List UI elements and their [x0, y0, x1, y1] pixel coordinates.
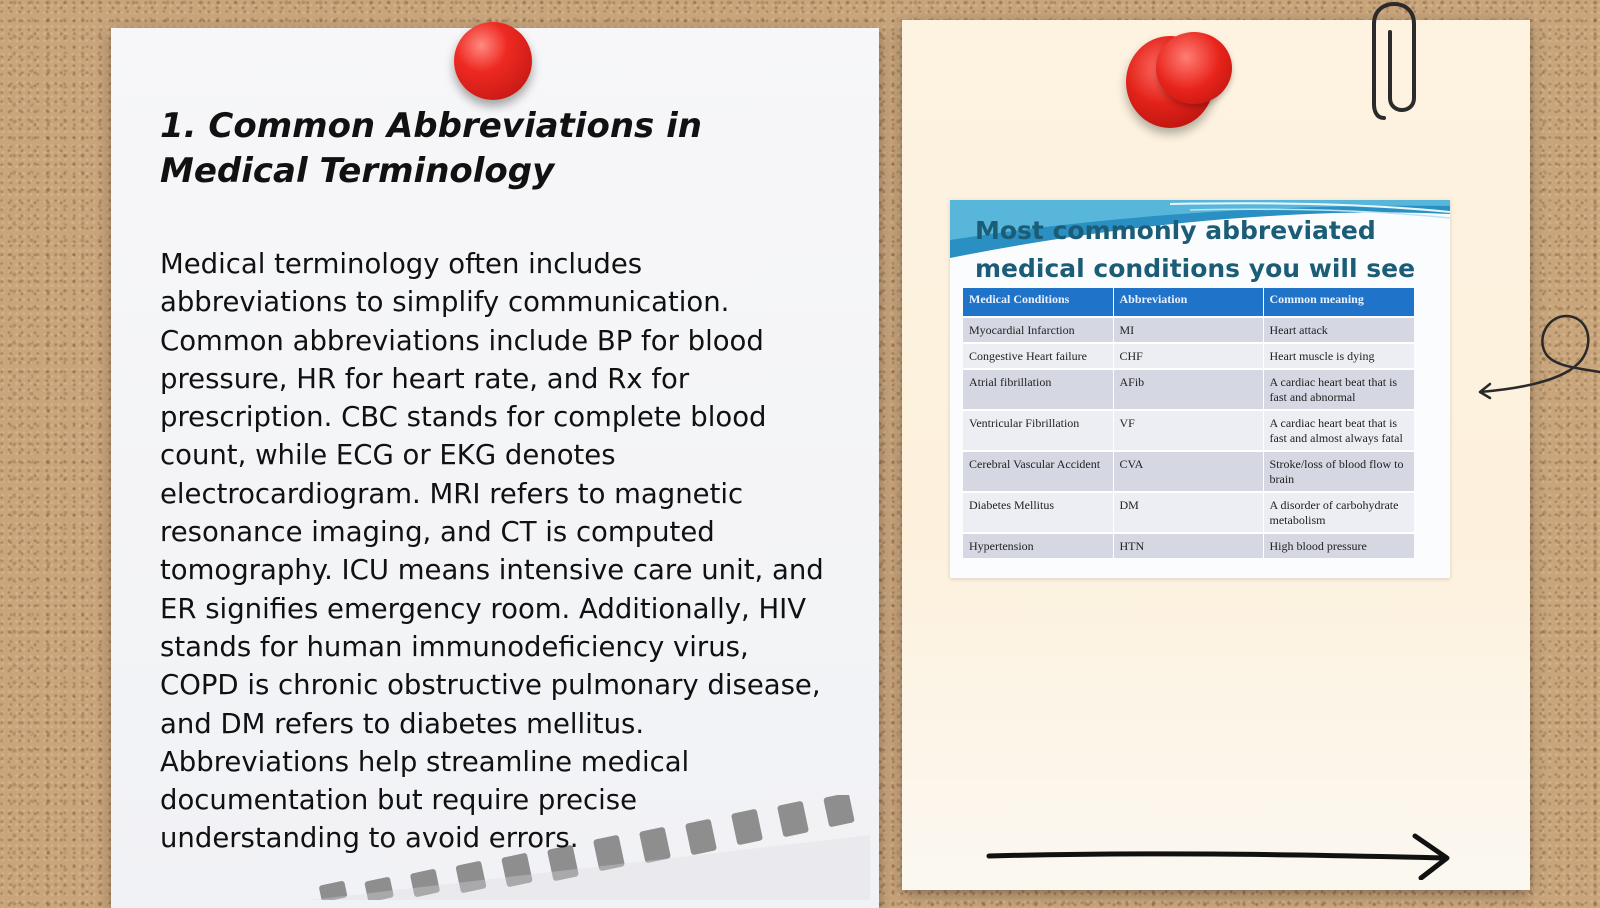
table-cell: HTN: [1113, 533, 1263, 558]
table-cell: Stroke/loss of blood flow to brain: [1263, 451, 1414, 492]
table-header-cell: Abbreviation: [1113, 288, 1263, 317]
table-row: [963, 410, 1414, 451]
table-row: [963, 451, 1414, 492]
note-body-paragraph: Medical terminology often includes abbreviations to simplify communication. Common abbreviations include BP for blood pressure, HR for heart rate, and Rx for prescription. CBC stands for complete blood count, while ECG or EKG denotes electrocardiogram. MRI refers to magnetic resonance imaging, and CT is computed tomography. ICU means intensive care unit, and ER signifies emergency room. Additionally, HIV stands for human immunodeficiency virus, COPD is chronic obstructive pulmonary disease, and DM refers to diabetes mellitus. Abbreviations help streamline medical documentation but require precise understanding to avoid errors.: [160, 248, 824, 855]
table-cell: Heart attack: [1263, 317, 1414, 343]
loop-arrow-doodle-icon: [1476, 310, 1600, 410]
paperclip-icon: [1370, 0, 1420, 128]
table-cell: Heart muscle is dying: [1263, 343, 1414, 369]
table-cell: Congestive Heart failure: [963, 343, 1113, 369]
table-cell: MI: [1113, 317, 1263, 343]
table-header-row: [963, 288, 1414, 317]
note-title: 1. Common Abbreviations in Medical Terminology: [160, 106, 702, 191]
table-cell: Ventricular Fibrillation: [963, 410, 1113, 451]
table-cell: A cardiac heart beat that is fast and almost always fatal: [1263, 410, 1414, 451]
table-row: [963, 317, 1414, 343]
table-cell: A cardiac heart beat that is fast and abnormal: [1263, 369, 1414, 410]
table-cell: DM: [1113, 492, 1263, 533]
right-arrow-icon: [985, 832, 1455, 880]
table-header-cell: Medical Conditions: [963, 288, 1113, 317]
table-cell: High blood pressure: [1263, 533, 1414, 558]
slide-title: Most commonly abbreviated medical conditions you will see: [975, 216, 1416, 283]
left-push-pin-icon: [454, 22, 532, 100]
table-cell: Diabetes Mellitus: [963, 492, 1113, 533]
table-header-cell: Common meaning: [1263, 288, 1414, 317]
table-row: [963, 492, 1414, 533]
table-cell: Hypertension: [963, 533, 1113, 558]
table-row: [963, 533, 1414, 558]
table-cell: AFib: [1113, 369, 1263, 410]
table-row: [963, 343, 1414, 369]
table-cell: VF: [1113, 410, 1263, 451]
table-cell: CHF: [1113, 343, 1263, 369]
table-row: [963, 369, 1414, 410]
table-cell: Cerebral Vascular Accident: [963, 451, 1113, 492]
slide-image: [950, 200, 1450, 578]
table-cell: Atrial fibrillation: [963, 369, 1113, 410]
abbreviations-table: [963, 288, 1414, 558]
right-push-pin-head-icon: [1156, 32, 1232, 104]
table-cell: CVA: [1113, 451, 1263, 492]
table-cell: A disorder of carbohydrate metabolism: [1263, 492, 1414, 533]
table-cell: Myocardial Infarction: [963, 317, 1113, 343]
